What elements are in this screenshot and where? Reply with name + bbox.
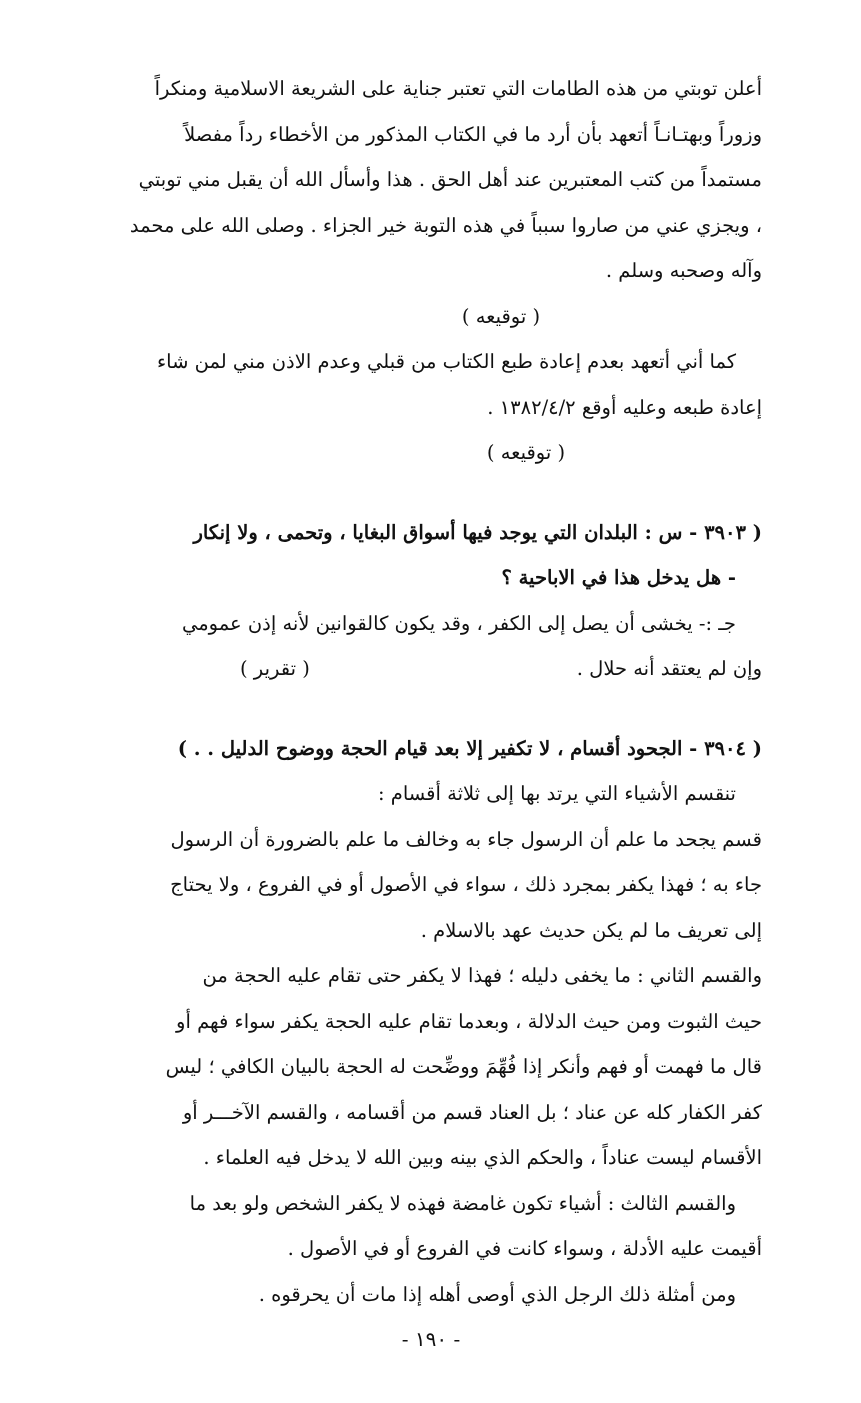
answer-last-line <box>100 646 762 692</box>
text-line: إعادة طبعه وعليه أوقع ١٣٨٢/٤/٢ . <box>487 395 762 419</box>
page-number: - ١٩٠ - <box>401 1327 461 1351</box>
text-line: كما أني أتعهد بعدم إعادة طبع الكتاب من قبلي وعدم الاذن مني لمن شاء <box>157 350 736 373</box>
text-line: أعلن توبتي من هذه الطامات التي تعتبر جناية على الشريعة الاسلامية ومنكراً <box>154 77 762 100</box>
text-line: قسم يجحد ما علم أن الرسول جاء به وخالف ما علم بالضرورة أن الرسول <box>170 827 762 851</box>
question-3903 <box>100 510 762 692</box>
question-heading: - هل يدخل هذا في الاباحية ؟ <box>501 566 736 589</box>
text-line: كفر الكفار كله عن عناد ؛ بل العناد قسم من أقسامه ، والقسم الآخـــر أو <box>182 1100 762 1124</box>
text-line: أقيمت عليه الأدلة ، وسواء كانت في الفروع أو في الأصول . <box>287 1237 762 1260</box>
answer-line: جـ :- يخشى أن يصل إلى الكفر ، وقد يكون كالقوانين لأنه إذن عمومي <box>181 611 736 635</box>
text-line: حيث الثبوت ومن حيث الدلالة ، وبعدما تقام عليه الحجة يكفر سواء فهم أو <box>176 1009 762 1033</box>
text-line: مستمداً من كتب المعتبرين عند أهل الحق . هذا وأسأل الله أن يقبل مني توبتي <box>138 168 762 191</box>
signature-label: ( توقيعه ) <box>461 304 541 328</box>
text-line: ومن أمثلة ذلك الرجل الذي أوصى أهله إذا مات أن يحرقوه . <box>258 1282 736 1306</box>
text-line: إلى تعريف ما لم يكن حديث عهد بالاسلام . <box>420 918 762 942</box>
source-tag: ( تقرير ) <box>240 657 310 680</box>
text-line: قال ما فهمت أو فهم وأنكر إذا فُهِّمَ ووضِّحت له الحجة بالبيان الكافي ؛ ليس <box>165 1055 762 1078</box>
page-body <box>100 66 762 1361</box>
text-line: والقسم الثاني : ما يخفى دليله ؛ فهذا لا يكفر حتى تقام عليه الحجة من <box>202 964 762 987</box>
question-3904 <box>100 726 762 1318</box>
text-line: والقسم الثالث : أشياء تكون غامضة فهذه لا يكفر الشخص ولو بعد ما <box>189 1191 736 1215</box>
text-line: تنقسم الأشياء التي يرتد بها إلى ثلاثة أقسام : <box>378 782 736 805</box>
text-line: ، ويجزي عني من صاروا سبباً في هذه التوبة خير الجزاء . وصلى الله على محمد <box>129 213 762 237</box>
question-heading: ( ٣٩٠٣ - س : البلدان التي يوجد فيها أسواق البغايا ، وتحمى ، ولا إنكار <box>193 520 762 544</box>
text-line: جاء به ؛ فهذا يكفر بمجرد ذلك ، سواء في الأصول أو في الفروع ، ولا يحتاج <box>170 873 762 896</box>
signature-label: ( توقيعه ) <box>486 441 566 464</box>
section-heading: ( ٣٩٠٤ - الجحود أقسام ، لا تكفير إلا بعد قيام الحجة ووضوح الدليل . . ) <box>177 736 762 760</box>
repentance-paragraph <box>100 66 762 294</box>
answer-line: وإن لم يعتقد أنه حلال . <box>576 657 762 680</box>
text-line: وآله وصحبه وسلم . <box>605 259 762 282</box>
pledge-paragraph <box>100 339 762 430</box>
text-line: الأقسام ليست عناداً ، والحكم الذي بينه وبين الله لا يدخل فيه العلماء . <box>203 1146 762 1169</box>
text-line: وزوراً وبهتـانـاً أتعهد بأن أرد ما في الكتاب المذكور من الأخطاء رداً مفصلاً <box>184 122 762 146</box>
